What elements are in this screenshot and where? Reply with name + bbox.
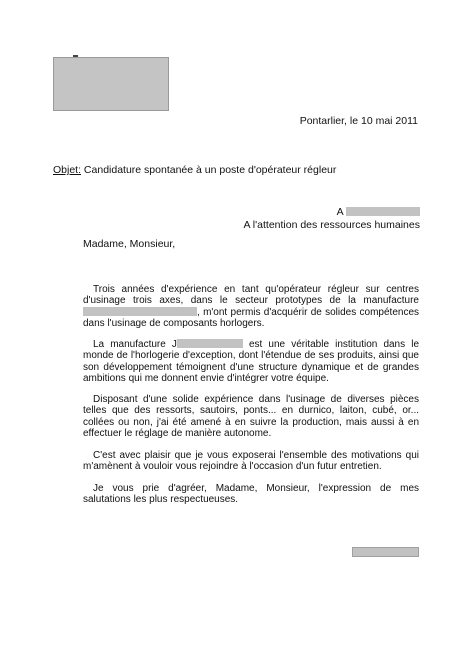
recipient-department: A l'attention des ressources humaines <box>243 219 420 231</box>
paragraph-text: est une véritable institution dans le monde de l'horlogerie d'exception, dont l'étendue de ses produits, ainsi que son développement témoignent d'une structure dynamique et de grandes ambitions qui me donnent envie d'intégrer votre équipe. <box>83 339 419 384</box>
paragraph-skills: Disposant d'une solide expérience dans l'usinage de diverses pièces telles que des ressorts, sautoirs, ponts... en durnico, laiton, cubé, or... collées ou non, j'ai été amené à en suivre la production, mais aussi à en effectuer le réglage de manière autonome. <box>83 394 419 439</box>
subject-label: Objet: <box>53 164 82 176</box>
subject-line <box>53 164 336 176</box>
paragraph-company <box>83 339 419 384</box>
salutation: Madame, Monsieur, <box>83 238 176 250</box>
paragraph-text: Trois années d'expérience en tant qu'opérateur régleur sur centres d'usinage trois axes, dans le secteur prototypes de la manufacture <box>83 284 419 307</box>
redacted-manufacture-name <box>83 307 197 316</box>
recipient-company-line <box>337 206 420 218</box>
paragraph-motivation: C'est avec plaisir que je vous exposerai l'ensemble des motivations qui m'amènent à vouloir vous rejoindre à l'occasion d'un futur entretien. <box>83 450 419 473</box>
paragraph-text: , m'ont permis d'acquérir de solides compétences dans l'usinage de composants horlogers. <box>83 306 419 329</box>
paragraph-closing: Je vous prie d'agréer, Madame, Monsieur, l'expression de mes salutations les plus respectueuses. <box>83 483 419 506</box>
recipient-prefix: A <box>336 206 346 218</box>
redacted-signature <box>352 547 419 557</box>
redacted-company-name <box>346 207 420 216</box>
paragraph-experience <box>83 284 419 329</box>
date-line: Pontarlier, le 10 mai 2011 <box>299 115 418 127</box>
redacted-company-name-inline <box>177 339 243 348</box>
paragraph-text: La manufacture J <box>93 339 177 350</box>
redacted-sender-address <box>53 57 169 111</box>
subject-text: Candidature spontanée à un poste d'opérateur régleur <box>81 164 337 176</box>
